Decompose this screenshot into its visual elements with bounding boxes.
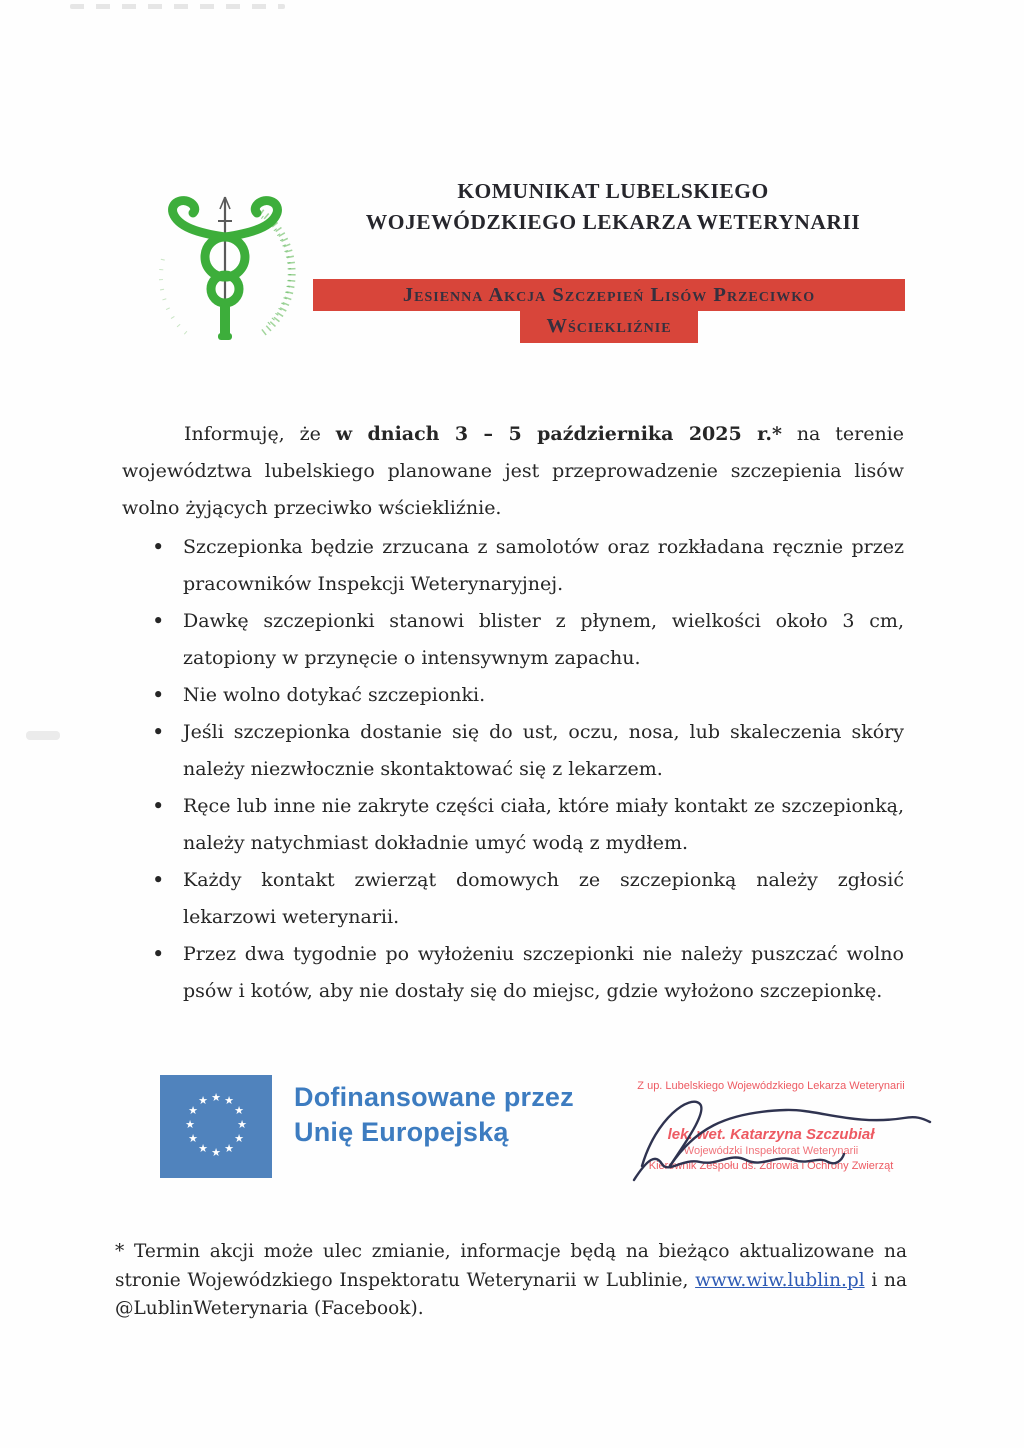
intro-suffix: na terenie województwa lubelskiego planowane jest przeprowadzenie szczepienia lisów wolno żyjących przeciwko wściekliźnie. [122,423,904,519]
stamp-name-line: lek. wet. Katarzyna Szczubiał [667,1126,875,1143]
title-line-1: KOMUNIKAT LUBELSKIEGO [457,179,769,203]
announcement-body [122,416,904,1010]
intro-prefix: Informuję, że [184,423,336,445]
scan-artifact [70,4,285,9]
list-item: • Ręce lub inne nie zakryte części ciała, które miały kontakt ze szczepionką, należy natychmiast dokładnie umyć wodą z mydłem. [122,788,904,862]
list-item: • Nie wolno dotykać szczepionki. [122,677,904,714]
footnote-prefix: * Termin akcji może ulec zmianie, informacje będą na bieżąco aktualizowane na stronie Wojewódzkiego Inspektoratu Weterynarii w Lublinie, [115,1241,907,1291]
stamp-authority-line: Z up. Lubelskiego Wojewódzkiego Lekarza Weterynarii [637,1080,905,1092]
svg-text:★: ★ [234,1104,244,1117]
eu-funding-label [294,1080,574,1150]
official-stamp [612,1080,930,1173]
scan-smudge [26,731,60,740]
intro-paragraph [122,416,904,527]
stamp-title-line: Kierownik Zespołu ds. Zdrowia i Ochrony Zwierząt [648,1160,894,1172]
svg-text:★: ★ [198,1142,208,1155]
intro-date-bold: w dniach 3 – 5 października 2025 r.* [335,423,782,445]
list-item: • Przez dwa tygodnie po wyłożeniu szczepionki nie należy puszczać wolno psów i kotów, aby nie dostały się do miejsc, gdzie wyłożono szczepionkę. [122,936,904,1010]
svg-text:★: ★ [188,1104,198,1117]
page-title [318,176,908,238]
list-item: • Jeśli szczepionka dostanie się do ust, oczu, nosa, lub skaleczenia skóry należy niezwłocznie skontaktować się z lekarzem. [122,714,904,788]
svg-text:★: ★ [198,1094,208,1107]
eu-label-line-1: Dofinansowane przez [294,1082,574,1112]
footnote-suffix: i na @LublinWeterynaria (Facebook). [115,1269,908,1319]
list-item: • Każdy kontakt zwierząt domowych ze szczepionką należy zgłosić lekarzowi weterynarii. [122,862,904,936]
svg-text:★: ★ [185,1118,195,1131]
list-item: • Dawkę szczepionki stanowi blister z płynem, wielkości około 3 cm, zatopiony w przynęcie o intensywnym zapachu. [122,603,904,677]
svg-text:★: ★ [224,1094,234,1107]
svg-text:★: ★ [211,1146,221,1159]
signature-block [612,1080,930,1210]
banner-line-2: Wściekliźnie [520,311,697,343]
veterinary-caduceus-icon [138,183,312,357]
stamp-unit-line: Wojewódzki Inspektorat Weterynarii [683,1145,859,1157]
eu-label-line-2: Unię Europejską [294,1117,509,1147]
eu-funding-block [160,1075,574,1178]
footnote [115,1238,907,1324]
svg-text:★: ★ [188,1132,198,1145]
title-line-2: WOJEWÓDZKIEGO LEKARZA WETERYNARII [365,210,861,234]
svg-text:★: ★ [237,1118,247,1131]
svg-text:★: ★ [211,1091,221,1104]
campaign-banner [313,279,905,343]
eu-flag-icon [160,1075,272,1178]
list-item: • Szczepionka będzie zrzucana z samolotów oraz rozkładana ręcznie przez pracowników Inspekcji Weterynaryjnej. [122,529,904,603]
website-link[interactable]: www.wiw.lublin.pl [695,1269,865,1291]
svg-text:★: ★ [234,1132,244,1145]
banner-line-1: Jesienna Akcja Szczepień Lisów Przeciwko [313,279,905,311]
svg-text:★: ★ [224,1142,234,1155]
instructions-list [122,529,904,1010]
